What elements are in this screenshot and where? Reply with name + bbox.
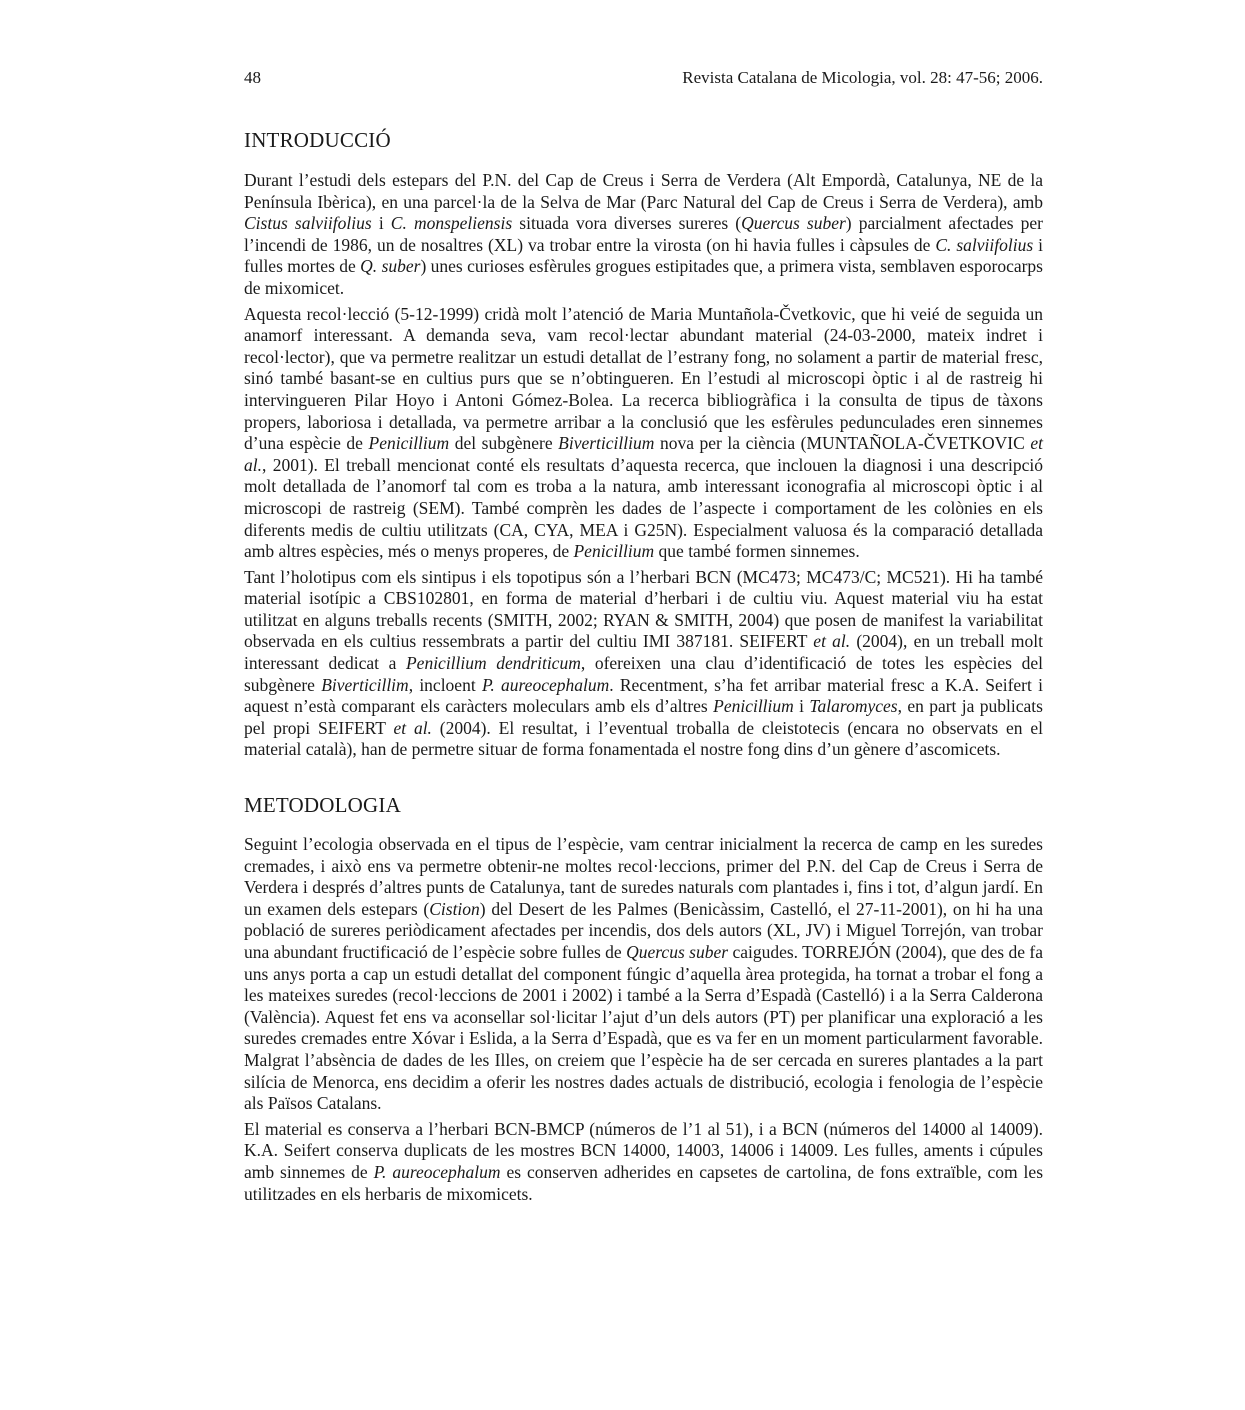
journal-citation: Revista Catalana de Micologia, vol. 28: 47-56; 2006. xyxy=(682,68,1043,87)
paragraph-intro-3: Tant l’holotipus com els sintipus i els topotipus són a l’herbari BCN (MC473; MC473/C; MC521). Hi ha també material isotípic a CBS102801, en forma de material d’herbari i de cultiu viu. Aquest material viu ha estat utilitzat en alguns treballs recents (SMITH, 2002; RYAN & SMITH, 2004) que posen de manifest la variabilitat observada en els cultius ressembrats a partir del cultiu IMI 387181. SEIFERT et al. (2004), en un treball molt interessant dedicat a Penicillium dendriticum, ofereixen una clau d’identificació de totes les espècies del subgènere Biverticillim, incloent P. aureocephalum. Recentment, s’ha fet arribar material fresc a K.A. Seifert i aquest n’està comparant els caràcters moleculars amb els d’altres Penicillium i Talaromyces, en part ja publicats pel propi SEIFERT et al. (2004). El resultat, i l’eventual troballa de cleistotecis (encara no observats en el material català), han de permetre situar de forma fonamentada el nostre fong dins d’un gènere d’ascomicets. xyxy=(244,566,1043,760)
section-heading-introduccio: INTRODUCCIÓ xyxy=(244,128,391,152)
section-heading-metodologia: METODOLOGIA xyxy=(244,793,401,818)
running-header xyxy=(244,66,1043,90)
paragraph-meto-2: El material es conserva a l’herbari BCN-BMCP (números de l’1 al 51), i a BCN (números del 14000 al 14009). K.A. Seifert conserva duplicats de les mostres BCN 14000, 14003, 14006 i 14009. Les fulles, aments i cúpules amb sinnemes de P. aureocephalum es conserven adherides en capsetes de cartolina, de fons extraïble, com les utilitzades en els herbaris de mixomicets. xyxy=(244,1118,1043,1204)
paragraph-intro-2: Aquesta recol·lecció (5-12-1999) cridà molt l’atenció de Maria Muntañola-Čvetkovic, que hi veié de seguida un anamorf interessant. A demanda seva, vam recol·lectar abundant material (24-03-2000, mateix indret i recol·lector), que va permetre realitzar un estudi detallat de l’estrany fong, no solament a partir de material fresc, sinó també basant-se en cultius purs que se n’obtingueren. En l’estudi al microscopi òptic i al de rastreig hi intervingueren Pilar Hoyo i Antoni Gómez-Bolea. La recerca bibliogràfica i la consulta de tipus de tàxons propers, laboriosa i detallada, va permetre arribar a la conclusió que les esfèrules pedunculades eren sinnemes d’una espècie de Penicillium del subgènere Biverticillium nova per la ciència (MUNTAÑOLA-ČVETKOVIC et al., 2001). El treball mencionat conté els resultats d’aquesta recerca, que inclouen la diagnosi i una descripció molt detallada de l’anomorf tal com es troba a la natura, amb interessant iconografia al microscopi òptic i al microscopi de rastreig (SEM). També comprèn les dades de l’aspecte i comportament de les colònies en els diferents medis de cultiu utilitzats (CA, CYA, MEA i G25N). Especialment valuosa és la comparació detallada amb altres espècies, més o menys properes, de Penicillium que també formen sinnemes. xyxy=(244,303,1043,562)
page-number: 48 xyxy=(244,68,261,87)
body-column xyxy=(244,126,1043,1209)
paragraph-intro-1: Durant l’estudi dels estepars del P.N. del Cap de Creus i Serra de Verdera (Alt Empordà, Catalunya, NE de la Península Ibèrica), en una parcel·la de la Selva de Mar (Parc Natural del Cap de Creus i Serra de Verdera), amb Cistus salviifolius i C. monspeliensis situada vora diverses sureres (Quercus suber) parcialment afectades per l’incendi de 1986, un de nosaltres (XL) va trobar entre la virosta (on hi havia fulles i càpsules de C. salviifolius i fulles mortes de Q. suber) unes curioses esfèrules grogues estipitades que, a primera vista, semblaven esporocarps de mixomicet. xyxy=(244,170,1043,298)
paragraph-meto-1: Seguint l’ecologia observada en el tipus de l’espècie, vam centrar inicialment la recerca de camp en les suredes cremades, i això ens va permetre obtenir-ne moltes recol·leccions, primer del P.N. del Cap de Creus i Serra de Verdera i després d’altres punts de Catalunya, tant de suredes naturals com plantades i, fins i tot, d’algun jardí. En un examen dels estepars (Cistion) del Desert de les Palmes (Benicàssim, Castelló, el 27-11-2001), on hi ha una població de sureres periòdicament afectades per incendis, dos dels autors (XL, JV) i Miguel Torrejón, van trobar una abundant fructificació de l’espècie sobre fulles de Quercus suber caigudes. TORREJÓN (2004), que des de fa uns anys porta a cap un estudi detallat del component fúngic d’aquella àrea protegida, ha tornat a trobar el fong a les mateixes suredes (recol·leccions de 2001 i 2002) i també a la Serra d’Espadà (Castelló) i a la Serra Calderona (València). Aquest fet ens va aconsellar sol·licitar l’ajut d’un dels autors (PT) per planificar una exploració a les suredes cremades entre Xóvar i Eslida, a la Serra d’Espadà, que es va fer en un moment particularment favorable. Malgrat l’absència de dades de les Illes, on creiem que l’espècie ha de ser cercada en sureres plantades a la part silícia de Menorca, ens decidim a oferir les nostres dades actuals de distribució, ecologia i fenologia de l’espècie als Països Catalans. xyxy=(244,834,1043,1114)
